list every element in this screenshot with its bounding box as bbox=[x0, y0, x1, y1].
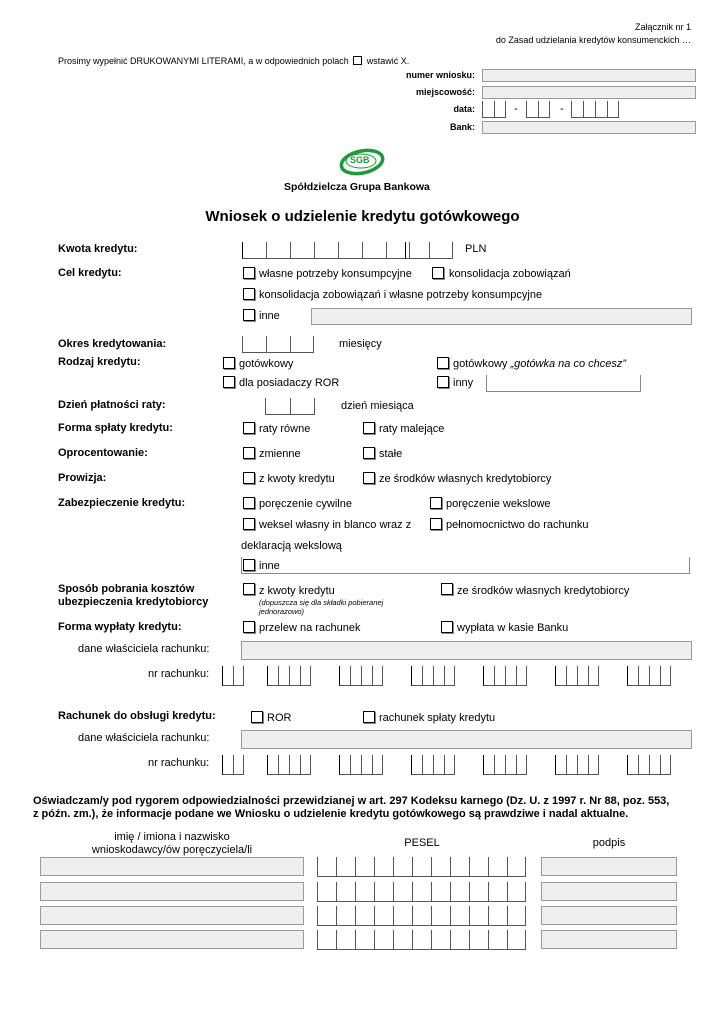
signature-sign-field[interactable] bbox=[541, 857, 677, 876]
interest-fixed-checkbox[interactable] bbox=[363, 447, 375, 459]
signature-name-field[interactable] bbox=[40, 930, 304, 949]
payout-owner-label: dane właściciela rachunku: bbox=[78, 643, 210, 655]
civil-guarantee-label: poręczenie cywilne bbox=[259, 498, 352, 510]
credit-type-label: Rodzaj kredytu: bbox=[58, 356, 141, 368]
amount-cells-decimal[interactable] bbox=[405, 242, 453, 259]
commission-from-loan-checkbox[interactable] bbox=[243, 472, 255, 484]
service-owner-field[interactable] bbox=[241, 730, 692, 749]
insurance-from-loan-label: z kwoty kredytu bbox=[259, 585, 335, 597]
type-cash-any-label: gotówkowy „gotówka na co chcesz” bbox=[453, 358, 627, 370]
security-label: Zabezpieczenie kredytu: bbox=[58, 497, 186, 509]
service-ror-checkbox[interactable] bbox=[251, 711, 263, 723]
type-cash-any-checkbox[interactable] bbox=[437, 357, 449, 369]
purpose-label: Cel kredytu: bbox=[58, 267, 122, 279]
payment-day-label: Dzień płatności raty: bbox=[58, 399, 166, 411]
insurance-note-1: (dopuszcza się dla składki pobieranej bbox=[259, 598, 384, 607]
equal-installments-checkbox[interactable] bbox=[243, 422, 255, 434]
account-digit-group[interactable] bbox=[222, 666, 244, 686]
account-digit-group[interactable] bbox=[483, 666, 527, 686]
service-account-label: Rachunek do obsługi kredytu: bbox=[58, 710, 216, 722]
instruction-text: Prosimy wypełnić DRUKOWANYMI LITERAMI, a w odpowiednich polach wstawić X. bbox=[58, 56, 410, 66]
application-number-field[interactable] bbox=[482, 69, 696, 82]
currency-label: PLN bbox=[465, 243, 487, 255]
signature-name-field[interactable] bbox=[40, 882, 304, 901]
date-year-cells[interactable] bbox=[571, 101, 619, 118]
service-ror-label: ROR bbox=[267, 712, 292, 724]
period-label: Okres kredytowania: bbox=[58, 338, 167, 350]
bill-guarantee-checkbox[interactable] bbox=[430, 497, 442, 509]
account-digit-group[interactable] bbox=[555, 755, 599, 775]
account-digit-group[interactable] bbox=[267, 666, 311, 686]
annex-line-1: Załącznik nr 1 bbox=[634, 22, 691, 32]
interest-variable-checkbox[interactable] bbox=[243, 447, 255, 459]
sample-checkbox bbox=[353, 56, 362, 65]
insurance-cost-label-2: ubezpieczenia kredytobiorcy bbox=[58, 596, 209, 608]
security-other-field[interactable] bbox=[241, 557, 690, 574]
type-ror-label: dla posiadaczy ROR bbox=[239, 377, 340, 389]
signature-name-field[interactable] bbox=[40, 906, 304, 925]
commission-label: Prowizja: bbox=[58, 472, 107, 484]
payout-cash-label: wypłata w kasie Banku bbox=[457, 622, 569, 634]
repayment-form-label: Forma spłaty kredytu: bbox=[58, 422, 173, 434]
type-ror-checkbox[interactable] bbox=[223, 376, 235, 388]
payout-cash-checkbox[interactable] bbox=[441, 621, 453, 633]
promissory-note-checkbox[interactable] bbox=[243, 518, 255, 530]
signature-sign-field[interactable] bbox=[541, 906, 677, 925]
account-digit-group[interactable] bbox=[339, 755, 383, 775]
promissory-note-label: weksel własny in blanco wraz z bbox=[259, 519, 412, 531]
service-account-number-label: nr rachunku: bbox=[148, 757, 210, 769]
page-title: Wniosek o udzielenie kredytu gotówkowego bbox=[205, 208, 520, 225]
security-other-label: inne bbox=[259, 560, 280, 572]
purpose-own-needs-label: własne potrzeby konsumpcyjne bbox=[259, 268, 412, 280]
account-power-checkbox[interactable] bbox=[430, 518, 442, 530]
signature-pesel-cells[interactable] bbox=[317, 906, 526, 926]
date-label: data: bbox=[453, 104, 475, 114]
account-digit-group[interactable] bbox=[483, 755, 527, 775]
equal-installments-label: raty równe bbox=[259, 423, 311, 435]
purpose-other-label: inne bbox=[259, 310, 280, 322]
account-digit-group[interactable] bbox=[267, 755, 311, 775]
payout-transfer-checkbox[interactable] bbox=[243, 621, 255, 633]
annex-line-2: do Zasad udzielania kredytów konsumenckich … bbox=[495, 35, 691, 45]
purpose-other-checkbox[interactable] bbox=[243, 309, 255, 321]
account-digit-group[interactable] bbox=[555, 666, 599, 686]
decreasing-installments-checkbox[interactable] bbox=[363, 422, 375, 434]
purpose-consolidation-label: konsolidacja zobowiązań bbox=[449, 268, 571, 280]
date-day-cells[interactable] bbox=[482, 101, 506, 118]
type-other-checkbox[interactable] bbox=[437, 376, 449, 388]
amount-label: Kwota kredytu: bbox=[58, 243, 138, 255]
payment-day-unit: dzień miesiąca bbox=[341, 400, 414, 412]
purpose-consolidation-own-checkbox[interactable] bbox=[243, 288, 255, 300]
payout-transfer-label: przelew na rachunek bbox=[259, 622, 361, 634]
signature-name-header-2: wnioskodawcy/ów poręczyciela/li bbox=[91, 844, 253, 856]
signature-sign-field[interactable] bbox=[541, 930, 677, 949]
account-digit-group[interactable] bbox=[339, 666, 383, 686]
decreasing-installments-label: raty malejące bbox=[379, 423, 445, 435]
bank-field[interactable] bbox=[482, 121, 696, 134]
commission-own-funds-label: ze środków własnych kredytobiorcy bbox=[379, 473, 552, 485]
declaration-line-2: z późn. zm.), że informacje podane we Wniosku o udzielenie kredytu gotówkowego są prawdziwe i nadal aktualne. bbox=[33, 808, 629, 820]
signature-pesel-cells[interactable] bbox=[317, 882, 526, 902]
insurance-cost-label-1: Sposób pobrania kosztów bbox=[58, 583, 195, 595]
city-field[interactable] bbox=[482, 86, 696, 99]
account-digit-group[interactable] bbox=[627, 755, 671, 775]
type-cash-checkbox[interactable] bbox=[223, 357, 235, 369]
signature-name-header-1: imię / imiona i nazwisko bbox=[114, 831, 230, 843]
insurance-from-loan-checkbox[interactable] bbox=[243, 583, 255, 595]
declaration-line-1: Oświadczam/y pod rygorem odpowiedzialności przewidzianej w art. 297 Kodeksu karnego (Dz. U. z 1997 r. Nr 88, poz. 553, bbox=[33, 795, 670, 807]
insurance-note-2: jednorazowo) bbox=[259, 607, 305, 616]
service-repayment-checkbox[interactable] bbox=[363, 711, 375, 723]
sgb-logo-mark: SGB bbox=[350, 155, 370, 165]
account-digit-group[interactable] bbox=[411, 666, 455, 686]
civil-guarantee-checkbox[interactable] bbox=[243, 497, 255, 509]
purpose-own-needs-checkbox[interactable] bbox=[243, 267, 255, 279]
insurance-own-funds-checkbox[interactable] bbox=[441, 583, 453, 595]
signature-sign-header: podpis bbox=[592, 837, 626, 849]
payout-owner-field[interactable] bbox=[241, 641, 692, 660]
interest-variable-label: zmienne bbox=[259, 448, 301, 460]
bank-group-name: Spółdzielcza Grupa Bankowa bbox=[284, 181, 430, 193]
account-digit-group[interactable] bbox=[627, 666, 671, 686]
purpose-consolidation-checkbox[interactable] bbox=[432, 267, 444, 279]
period-cells[interactable] bbox=[242, 336, 314, 353]
type-other-label: inny bbox=[453, 377, 474, 389]
application-number-label: numer wniosku: bbox=[405, 70, 475, 80]
period-unit: miesięcy bbox=[339, 338, 382, 350]
date-separator: - bbox=[514, 103, 518, 115]
type-other-field[interactable] bbox=[486, 375, 641, 392]
amount-cells-integer[interactable] bbox=[242, 242, 410, 259]
payment-day-cells[interactable] bbox=[265, 398, 315, 415]
signature-pesel-header: PESEL bbox=[404, 837, 440, 849]
city-label: miejscowość: bbox=[415, 87, 475, 97]
service-repayment-label: rachunek spłaty kredytu bbox=[379, 712, 496, 724]
purpose-other-field[interactable] bbox=[311, 308, 692, 325]
sgb-logo bbox=[338, 146, 386, 176]
type-cash-label: gotówkowy bbox=[239, 358, 294, 370]
interest-fixed-label: stałe bbox=[379, 448, 403, 460]
commission-from-loan-label: z kwoty kredytu bbox=[259, 473, 335, 485]
bill-guarantee-label: poręczenie wekslowe bbox=[446, 498, 551, 510]
commission-own-funds-checkbox[interactable] bbox=[363, 472, 375, 484]
insurance-own-funds-label: ze środków własnych kredytobiorcy bbox=[457, 585, 630, 597]
account-digit-group[interactable] bbox=[222, 755, 244, 775]
account-power-label: pełnomocnictwo do rachunku bbox=[446, 519, 589, 531]
signature-sign-field[interactable] bbox=[541, 882, 677, 901]
promissory-note-cont-label: deklaracją wekslową bbox=[241, 540, 342, 552]
date-month-cells[interactable] bbox=[526, 101, 550, 118]
service-owner-label: dane właściciela rachunku: bbox=[78, 732, 210, 744]
bank-label: Bank: bbox=[449, 122, 475, 132]
date-separator: - bbox=[560, 103, 564, 115]
account-digit-group[interactable] bbox=[411, 755, 455, 775]
payout-form-label: Forma wypłaty kredytu: bbox=[58, 621, 182, 633]
signature-name-field[interactable] bbox=[40, 857, 304, 876]
signature-pesel-cells[interactable] bbox=[317, 857, 526, 877]
interest-label: Oprocentowanie: bbox=[58, 447, 148, 459]
purpose-consolidation-own-label: konsolidacja zobowiązań i własne potrzeby konsumpcyjne bbox=[259, 289, 543, 301]
signature-pesel-cells[interactable] bbox=[317, 930, 526, 950]
payout-account-label: nr rachunku: bbox=[148, 668, 210, 680]
